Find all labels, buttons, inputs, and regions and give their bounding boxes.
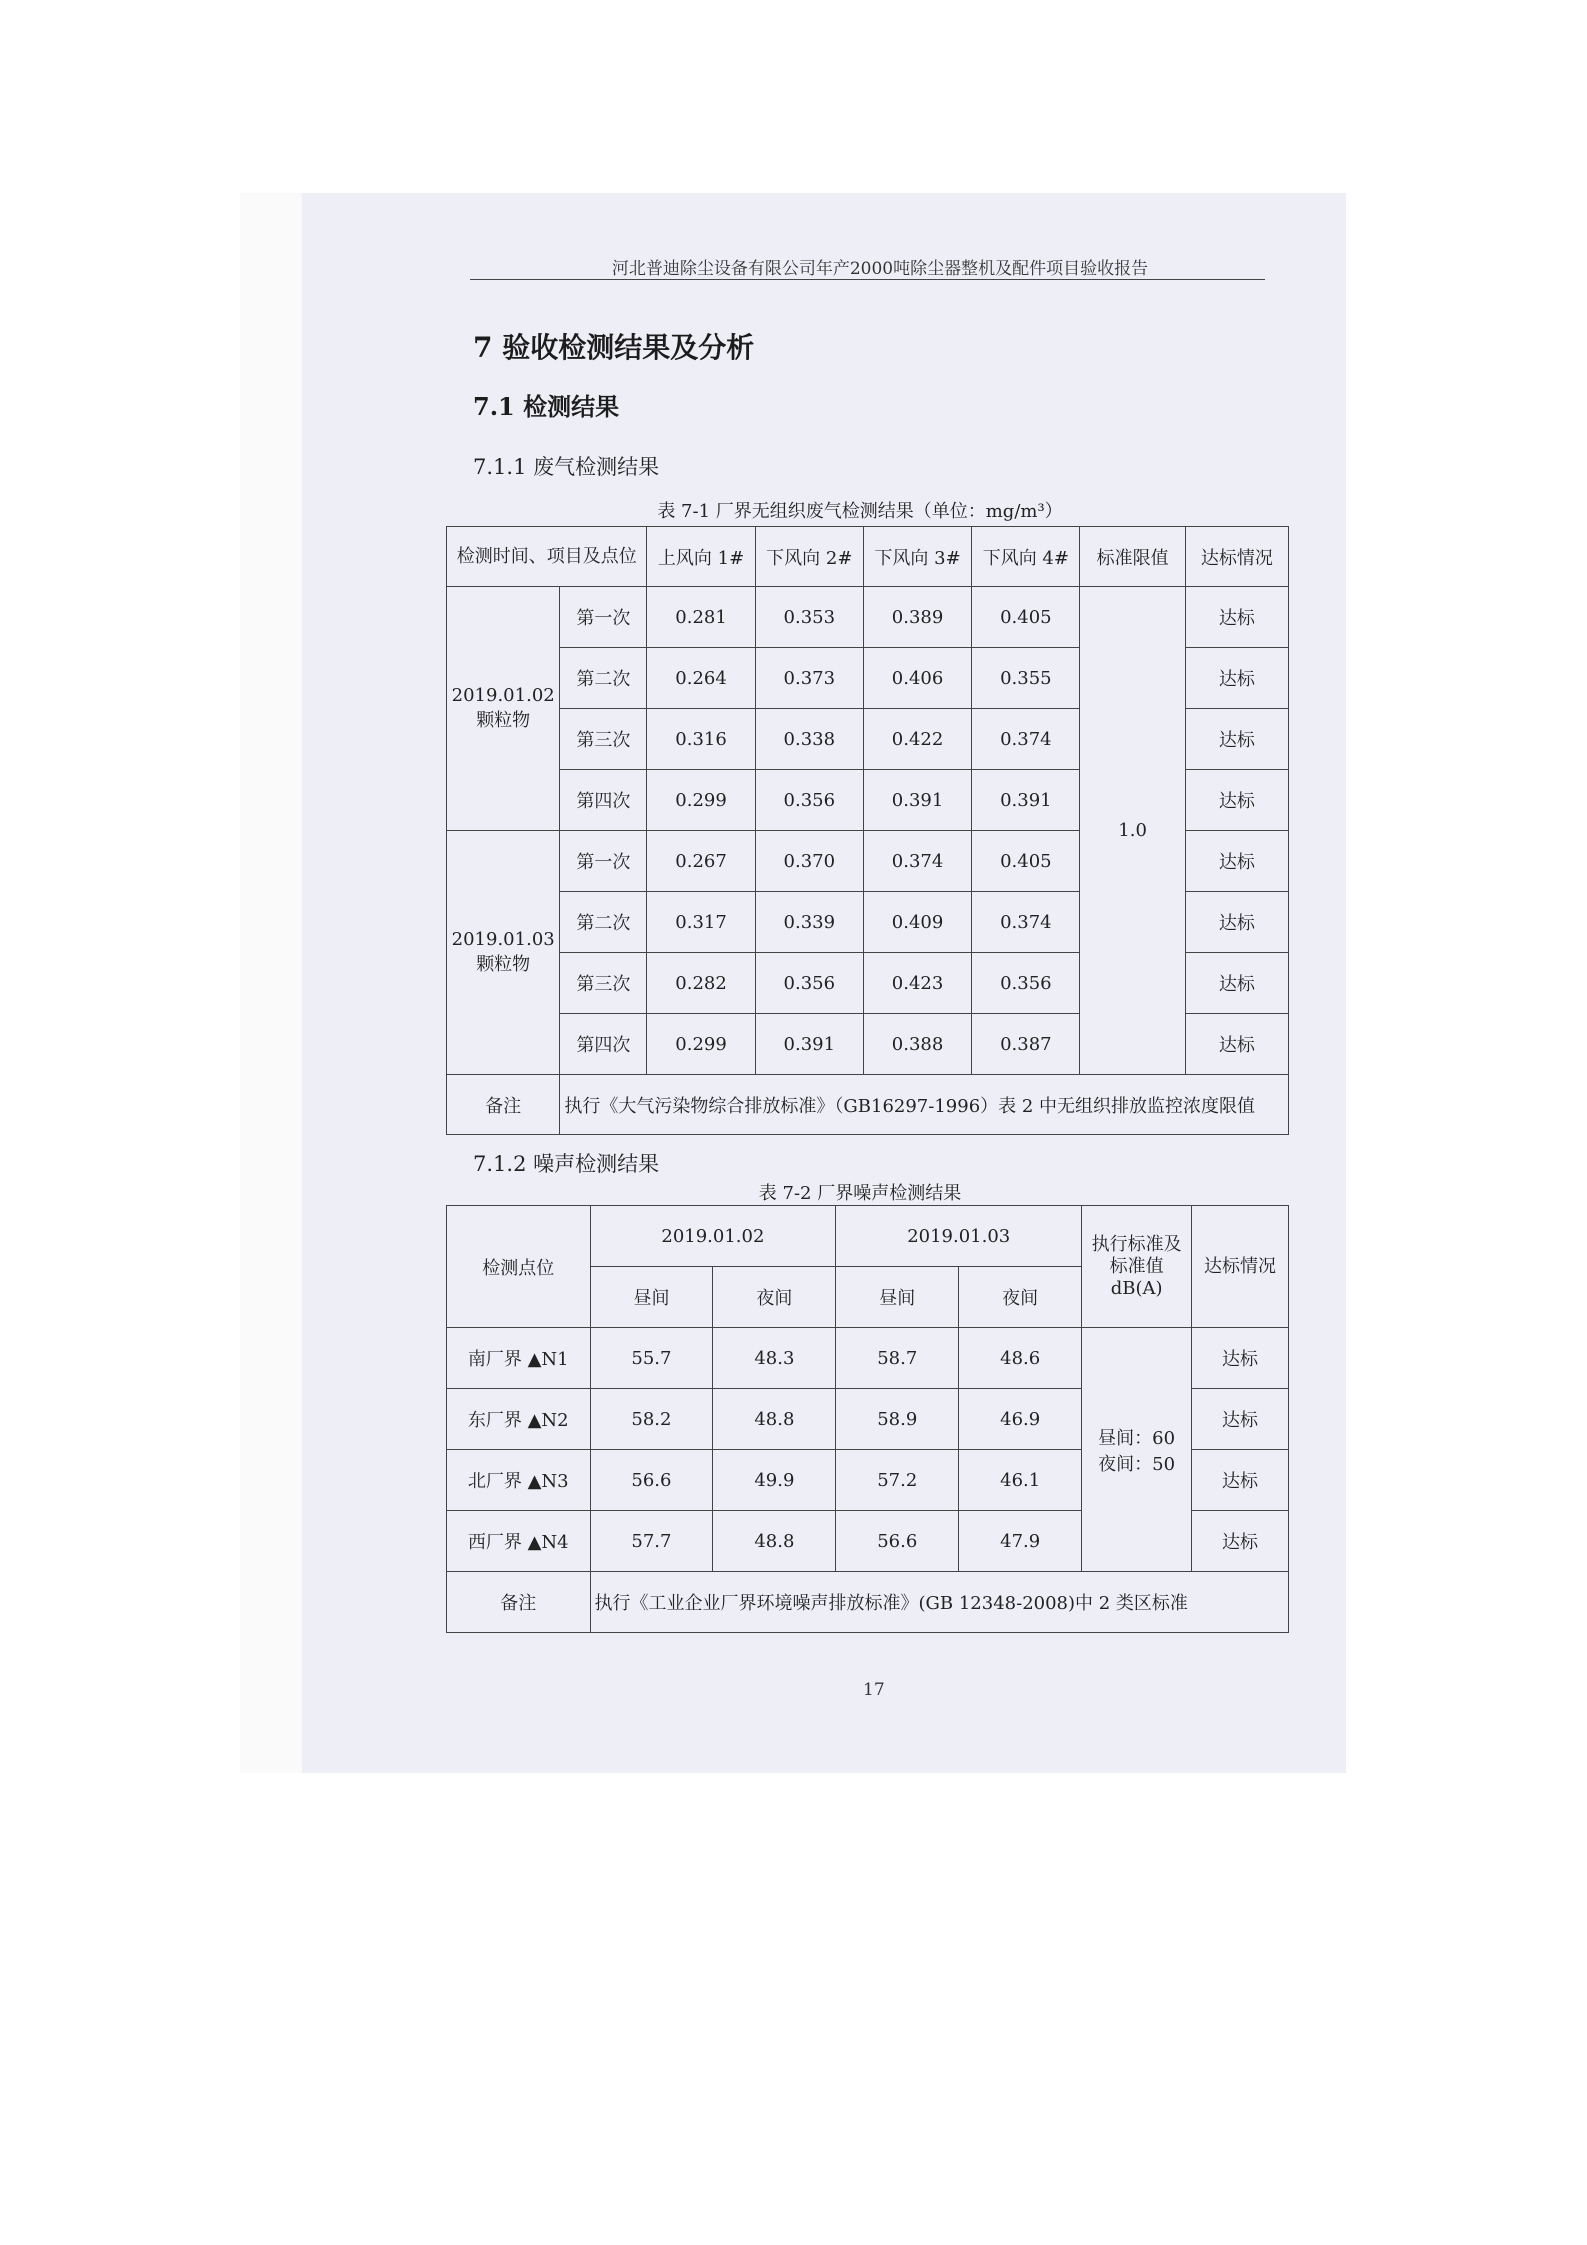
standard-value-cell [1082,1328,1192,1572]
remark-row [447,1075,1289,1135]
group-date: 2019.01.02 [451,685,555,706]
point-cell: 南厂界 ▲N1 [447,1328,591,1389]
value-cell: 0.373 [755,648,863,709]
remark-label: 备注 [447,1572,591,1633]
value-cell: 0.387 [972,1014,1080,1075]
header-status: 达标情况 [1192,1206,1289,1328]
value-cell: 0.388 [863,1014,971,1075]
header-downwind-3: 下风向 3# [863,527,971,587]
group-label [447,831,560,1075]
header-divider [470,279,1265,280]
group-pollutant: 颗粒物 [476,710,531,731]
round-cell: 第三次 [560,953,647,1014]
value-cell: 0.281 [647,587,755,648]
header-night: 夜间 [713,1267,836,1328]
value-cell: 0.355 [972,648,1080,709]
standard-day: 昼间：60 [1098,1427,1176,1449]
value-cell: 0.299 [647,770,755,831]
value-cell: 0.405 [972,587,1080,648]
remark-label: 备注 [447,1075,560,1135]
header-night: 夜间 [959,1267,1082,1328]
limit-value-cell: 1.0 [1080,587,1185,1075]
value-cell: 48.3 [713,1328,836,1389]
header-downwind-2: 下风向 2# [755,527,863,587]
remark-text: 执行《工业企业厂界环境噪声排放标准》(GB 12348-2008)中 2 类区标准 [590,1572,1289,1633]
value-cell: 0.409 [863,892,971,953]
value-cell: 0.391 [863,770,971,831]
header-status: 达标情况 [1185,527,1288,587]
value-cell: 0.391 [972,770,1080,831]
table2-caption: 表 7-2 厂界噪声检测结果 [758,1183,962,1204]
subsection-heading-gas: 7.1.1 废气检测结果 [473,455,660,479]
table-row [447,1328,1289,1389]
page-number: 17 [863,1680,885,1700]
status-cell: 达标 [1185,587,1288,648]
noise-results-table [446,1205,1289,1633]
value-cell: 46.9 [959,1389,1082,1450]
value-cell: 58.7 [836,1328,959,1389]
value-cell: 47.9 [959,1511,1082,1572]
table-header-row [447,527,1289,587]
status-cell: 达标 [1185,953,1288,1014]
value-cell: 0.299 [647,1014,755,1075]
header-limit: 标准限值 [1080,527,1185,587]
group-label [447,587,560,831]
point-cell: 北厂界 ▲N3 [447,1450,591,1511]
round-cell: 第二次 [560,892,647,953]
value-cell: 0.317 [647,892,755,953]
value-cell: 0.338 [755,709,863,770]
value-cell: 0.339 [755,892,863,953]
value-cell: 0.356 [972,953,1080,1014]
header-point: 检测点位 [447,1206,591,1328]
round-cell: 第四次 [560,770,647,831]
section-heading: 7.1 检测结果 [473,392,620,421]
value-cell: 0.405 [972,831,1080,892]
remark-row [447,1572,1289,1633]
value-cell: 0.374 [863,831,971,892]
running-header: 河北普迪除尘设备有限公司年产2000吨除尘器整机及配件项目验收报告 [611,259,1149,279]
group-pollutant: 颗粒物 [476,954,531,975]
status-cell: 达标 [1185,709,1288,770]
status-cell: 达标 [1185,831,1288,892]
value-cell: 48.8 [713,1389,836,1450]
value-cell: 0.356 [755,770,863,831]
value-cell: 56.6 [590,1450,713,1511]
value-cell: 0.316 [647,709,755,770]
scan-margin [240,193,302,1773]
header-standard: 执行标准及标准值dB(A) [1082,1206,1192,1328]
point-cell: 西厂界 ▲N4 [447,1511,591,1572]
status-cell: 达标 [1185,1014,1288,1075]
value-cell: 48.6 [959,1328,1082,1389]
status-cell: 达标 [1192,1511,1289,1572]
value-cell: 0.374 [972,709,1080,770]
header-item: 检测时间、项目及点位 [447,527,647,587]
value-cell: 0.356 [755,953,863,1014]
remark-text: 执行《大气污染物综合排放标准》（GB16297-1996）表 2 中无组织排放监控浓度限值 [560,1075,1289,1135]
value-cell: 0.389 [863,587,971,648]
header-upwind-1: 上风向 1# [647,527,755,587]
round-cell: 第二次 [560,648,647,709]
gas-results-table [446,526,1289,1135]
standard-night: 夜间：50 [1098,1453,1176,1475]
round-cell: 第一次 [560,831,647,892]
value-cell: 0.264 [647,648,755,709]
chapter-heading: 7 验收检测结果及分析 [473,331,755,364]
table-header-row [447,1206,1289,1267]
round-cell: 第一次 [560,587,647,648]
table-row [447,587,1289,648]
header-date-1: 2019.01.02 [590,1206,836,1267]
value-cell: 49.9 [713,1450,836,1511]
value-cell: 0.422 [863,709,971,770]
header-downwind-4: 下风向 4# [972,527,1080,587]
header-day: 昼间 [836,1267,959,1328]
header-date-2: 2019.01.03 [836,1206,1082,1267]
value-cell: 0.353 [755,587,863,648]
table1-caption: 表 7-1 厂界无组织废气检测结果（单位：mg/m³） [657,501,1063,522]
value-cell: 0.391 [755,1014,863,1075]
status-cell: 达标 [1192,1450,1289,1511]
value-cell: 46.1 [959,1450,1082,1511]
value-cell: 0.406 [863,648,971,709]
value-cell: 48.8 [713,1511,836,1572]
status-cell: 达标 [1185,892,1288,953]
value-cell: 58.9 [836,1389,959,1450]
value-cell: 57.2 [836,1450,959,1511]
value-cell: 0.374 [972,892,1080,953]
value-cell: 0.370 [755,831,863,892]
point-cell: 东厂界 ▲N2 [447,1389,591,1450]
group-date: 2019.01.03 [451,929,555,950]
value-cell: 0.423 [863,953,971,1014]
value-cell: 55.7 [590,1328,713,1389]
status-cell: 达标 [1185,648,1288,709]
value-cell: 0.282 [647,953,755,1014]
value-cell: 56.6 [836,1511,959,1572]
value-cell: 0.267 [647,831,755,892]
status-cell: 达标 [1192,1389,1289,1450]
subsection-heading-noise: 7.1.2 噪声检测结果 [473,1152,660,1176]
value-cell: 57.7 [590,1511,713,1572]
round-cell: 第四次 [560,1014,647,1075]
header-day: 昼间 [590,1267,713,1328]
value-cell: 58.2 [590,1389,713,1450]
round-cell: 第三次 [560,709,647,770]
status-cell: 达标 [1185,770,1288,831]
status-cell: 达标 [1192,1328,1289,1389]
